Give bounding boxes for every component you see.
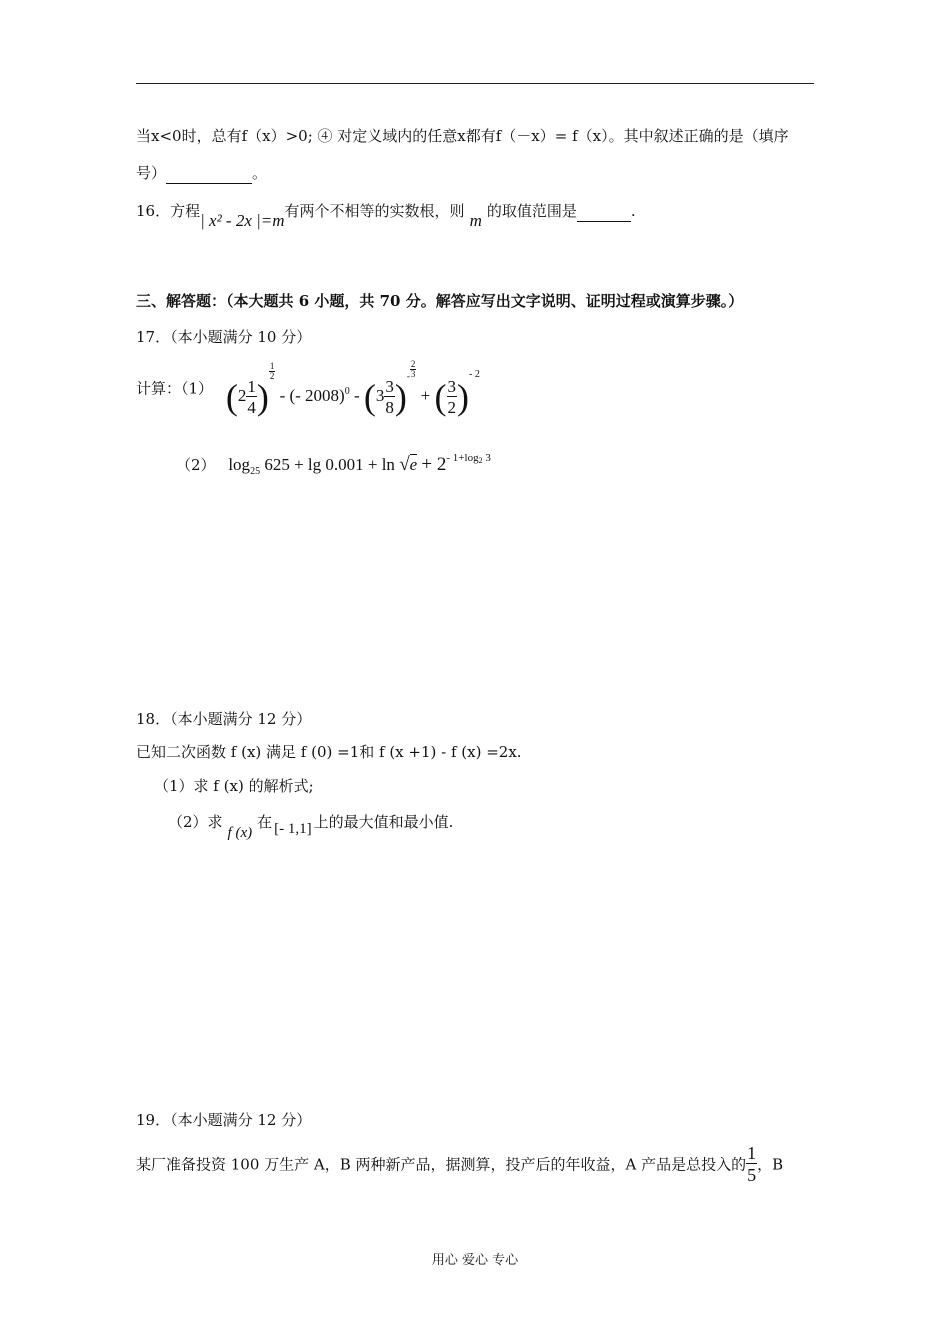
question-18-part-2: （2）求f (x)在 [- 1,1] 上的最大值和最小值.: [168, 813, 454, 841]
q18-interval: [- 1,1]: [274, 821, 312, 837]
answer-blank-15[interactable]: [166, 163, 252, 184]
q18-fx: f (x): [227, 825, 253, 841]
q19-fraction: $\frac{1}{5}$: [747, 1143, 757, 1185]
question-17-header: 17．（本小题满分 10 分）: [136, 328, 312, 346]
question-16: 16．方程| x² - 2x |=m有两个不相等的实数根，则 m 的取值范围是 .: [136, 202, 636, 230]
question-18-stem: 已知二次函数 f (x) 满足 f (0) =1和 f (x +1) - f (x) =2x.: [136, 743, 522, 761]
page-footer: 用心 爱心 专心: [431, 1253, 519, 1268]
text-line-1: 当x<0时，总有f（x）>0; ④ 对定义域内的任意x都有f（－x）= f（x）。其中叙述正确的是（填序: [136, 127, 789, 145]
question-17-part-2: （2） $\log_{25} 625 + \lg 0.001 + \ln √e + 2^{- 1+log2 3}$: [176, 452, 491, 477]
header-rule: [136, 83, 814, 84]
question-17-part-1: 计算：（1） (2 $\frac{1}{4}$ ) $\frac{1}{2}$ - (- 2008)$^0$ - (3 $\frac{3}{8}$ )- $\frac{2}{3}$ + ( $\frac{3}{2}$ )$^{- 2}$: [136, 359, 480, 418]
q17-expression-2: $\log_{25} 625 + \lg 0.001 + \ln √e + 2^{- 1+log2 3}$: [228, 452, 491, 477]
answer-blank-16[interactable]: [577, 201, 631, 222]
question-19-stem: 某厂准备投资 100 万生产 A，B 两种新产品，据测算，投产后的年收益，A 产品是总投入的 $\frac{1}{5}$ ，B: [136, 1143, 784, 1185]
question-18-part-1: （1）求 f (x) 的解析式;: [154, 777, 314, 795]
q17-expression-1: (2 $\frac{1}{4}$ ) $\frac{1}{2}$ - (- 2008)$^0$ - (3 $\frac{3}{8}$ )- $\frac{2}{3}$ + ( $\frac{3}{2}$ )$^{- 2}$: [225, 359, 480, 418]
question-19-header: 19．（本小题满分 12 分）: [136, 1111, 312, 1129]
section-3-heading: 三、解答题：（本大题共 6 小题，共 70 分。解答应写出文字说明、证明过程或演算步骤。）: [136, 292, 744, 310]
q16-variable: m: [469, 211, 482, 230]
question-18-header: 18．（本小题满分 12 分）: [136, 710, 312, 728]
q16-equation: | x² - 2x |=m: [200, 211, 285, 230]
text-line-2: 号） 。: [136, 164, 268, 182]
